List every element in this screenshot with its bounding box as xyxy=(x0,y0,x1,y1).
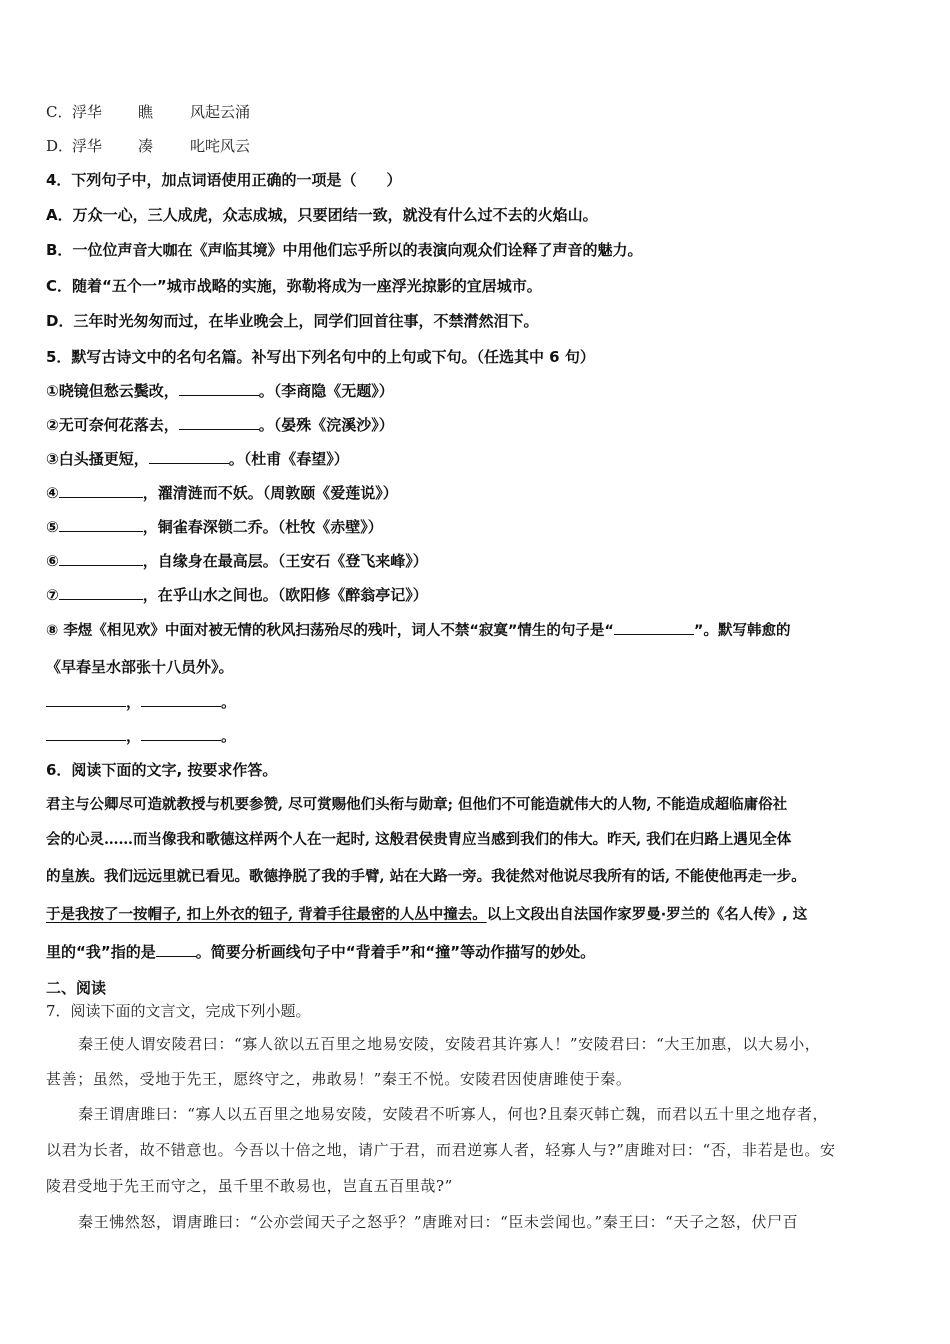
answer-blank[interactable] xyxy=(59,517,143,532)
comma: ， xyxy=(126,693,142,711)
option-label: C． xyxy=(46,277,73,295)
item-number: ④ xyxy=(46,484,59,502)
q6-question-part1: 以上文段出自法国作家罗曼·罗兰的《名人传》, 这 xyxy=(486,907,808,923)
item-number: ② xyxy=(46,416,59,434)
q6-question-line-2 xyxy=(46,942,595,962)
item-number: ⑤ xyxy=(46,518,59,536)
answer-blank[interactable] xyxy=(141,692,221,707)
answer-blank[interactable] xyxy=(179,415,259,430)
option-col2: 瞧 xyxy=(138,103,154,121)
q6-passage-line-3: 的皇族。我们远远里就已看见。歌德挣脱了我的手臂, 站在大路一旁。我徒然对他说尽我所有的话, 不能使他再走一步。 xyxy=(46,868,806,885)
classical-para-1-line-2: 甚善；虽然，受地于先王，愿终守之，弗敢易！”秦王不悦。安陵君因使唐雎使于秦。 xyxy=(46,1070,632,1088)
section-heading: 二、阅读 xyxy=(46,979,107,997)
q5-item-8-line2: 《早春呈水部张十八员外》。 xyxy=(46,658,234,676)
q3-option-c xyxy=(46,102,250,122)
item-before: 白头搔更短， xyxy=(58,450,149,468)
option-label: D． xyxy=(46,312,74,330)
item-number: ⑦ xyxy=(46,586,59,604)
option-col3: 叱咤风云 xyxy=(190,137,251,155)
classical-para-1-line-1: 秦王使人谓安陵君曰：“寡人欲以五百里之地易安陵，安陵君其许寡人！”安陵君曰：“大王加惠，以大易小， xyxy=(78,1035,821,1053)
item-before: 无可奈何花落去， xyxy=(58,416,179,434)
classical-para-2-line-2: 以君为长者，故不错意也。今吾以十倍之地，请广于君，而君逆寡人者，轻寡人与?”唐雎对曰：“否，非若是也。安 xyxy=(46,1141,836,1159)
answer-blank[interactable] xyxy=(59,483,143,498)
question-after: 。简要分析画线句子中“背着手”和“撞”等动作描写的妙处。 xyxy=(195,943,596,961)
answer-blank[interactable] xyxy=(46,726,126,741)
answer-blank[interactable] xyxy=(149,449,229,464)
item8-text-after: ”。默写韩愈的 xyxy=(693,623,791,639)
item-after: ，在乎山水之间也。（欧阳修《醉翁亭记》） xyxy=(142,586,428,604)
q5-item-7 xyxy=(46,585,428,605)
item-after: 。（杜甫《春望》） xyxy=(228,450,349,468)
q4-option-c xyxy=(46,276,542,296)
q4-stem: 4．下列句子中，加点词语使用正确的一项是（ ） xyxy=(46,171,402,189)
answer-blank[interactable] xyxy=(614,620,694,635)
q4-option-b xyxy=(46,240,642,260)
option-label: A． xyxy=(46,206,73,224)
q5-item-6 xyxy=(46,551,428,571)
q6-passage-line-4 xyxy=(46,905,807,925)
answer-blank[interactable] xyxy=(59,585,143,600)
item-after: ，濯清涟而不妖。（周敦颐《爱莲说》） xyxy=(142,484,398,502)
q4-option-d xyxy=(46,311,538,331)
answer-blank[interactable] xyxy=(141,726,221,741)
option-col3: 风起云涌 xyxy=(190,103,251,121)
classical-para-2-line-1: 秦王谓唐雎曰：“寡人以五百里之地易安陵，安陵君不听寡人，何也?且秦灭韩亡魏，而君以五十里之地存者， xyxy=(78,1105,829,1123)
item-number: ① xyxy=(46,382,59,400)
underlined-sentence: 于是我按了一按帽子, 扣上外衣的钮子, 背着手往最密的人丛中撞去。 xyxy=(46,906,487,923)
q4-option-a xyxy=(46,205,598,225)
item-after: ，铜雀春深锁二乔。（杜牧《赤壁》） xyxy=(142,518,383,536)
option-label: C． xyxy=(46,103,73,121)
option-text: 三年时光匆匆而过，在毕业晚会上，同学们回首往事，不禁潸然泪下。 xyxy=(73,312,539,330)
item-after: ，自缘身在最高层。（王安石《登飞来峰》） xyxy=(142,552,428,570)
item-before: 晓镜但愁云鬓改， xyxy=(58,382,179,400)
option-label: B． xyxy=(46,241,73,259)
question-before: 里的“我”指的是 xyxy=(46,943,156,961)
item-after: 。（晏殊《浣溪沙》） xyxy=(258,416,394,434)
option-col2: 凑 xyxy=(138,137,154,155)
option-text: 一位位声音大咖在《声临其境》中用他们忘乎所以的表演向观众们诠释了声音的魅力。 xyxy=(72,241,643,259)
answer-blank[interactable] xyxy=(46,692,126,707)
period: 。 xyxy=(221,727,237,745)
q6-passage-line-1: 君主与公卿尽可造就教授与机要参赞, 尽可赏赐他们头衔与勋章; 但他们不可能造就伟大的人物, 不能造成超临庸俗社 xyxy=(46,796,788,813)
q3-option-d xyxy=(46,136,250,156)
item8-text-before: ⑧ 李煜《相见欢》中面对被无情的秋风扫荡殆尽的残叶，词人不禁“寂寞”情生的句子是“ xyxy=(46,623,614,639)
option-col1: 浮华 xyxy=(72,137,103,155)
q5-item-8-answer-row-1 xyxy=(46,692,236,712)
q5-item-4 xyxy=(46,483,398,503)
answer-blank[interactable] xyxy=(156,942,196,957)
classical-para-3-line-1: 秦王怫然怒，谓唐雎曰：“公亦尝闻天子之怒乎？”唐雎对曰：“臣未尝闻也。”秦王曰：“天子之怒，伏尸百 xyxy=(78,1213,799,1231)
comma: ， xyxy=(126,727,142,745)
option-text: 随着“五个一”城市战略的实施，弥勒将成为一座浮光掠影的宜居城市。 xyxy=(72,277,542,295)
option-text: 万众一心，三人成虎，众志成城，只要团结一致，就没有什么过不去的火焰山。 xyxy=(72,206,598,224)
option-col1: 浮华 xyxy=(72,103,103,121)
item-number: ⑥ xyxy=(46,552,59,570)
period: 。 xyxy=(221,693,237,711)
item-number: ③ xyxy=(46,450,59,468)
q5-item-8-line1 xyxy=(46,620,790,641)
answer-blank[interactable] xyxy=(59,551,143,566)
q5-stem: 5．默写古诗文中的名句名篇。补写出下列名句中的上句或下句。（任选其中 6 句） xyxy=(46,348,595,366)
q6-passage-line-2: 会的心灵……而当像我和歌德这样两个人在一起时, 这般君侯贵胄应当感到我们的伟大。昨天, 我们在归路上遇见全体 xyxy=(46,831,792,848)
q5-item-5 xyxy=(46,517,383,537)
option-label: D． xyxy=(46,137,74,155)
answer-blank[interactable] xyxy=(179,381,259,396)
q5-item-2 xyxy=(46,415,394,435)
q7-stem: 7．阅读下面的文言文，完成下列小题。 xyxy=(46,1002,311,1020)
item-after: 。（李商隐《无题》） xyxy=(258,382,394,400)
q5-item-1 xyxy=(46,381,394,401)
q5-item-3 xyxy=(46,449,349,469)
q5-item-8-answer-row-2 xyxy=(46,726,236,746)
q6-stem: 6．阅读下面的文字, 按要求作答。 xyxy=(46,761,278,779)
classical-para-2-line-3: 陵君受地于先王而守之，虽千里不敢易也，岂直五百里哉?” xyxy=(46,1177,453,1195)
